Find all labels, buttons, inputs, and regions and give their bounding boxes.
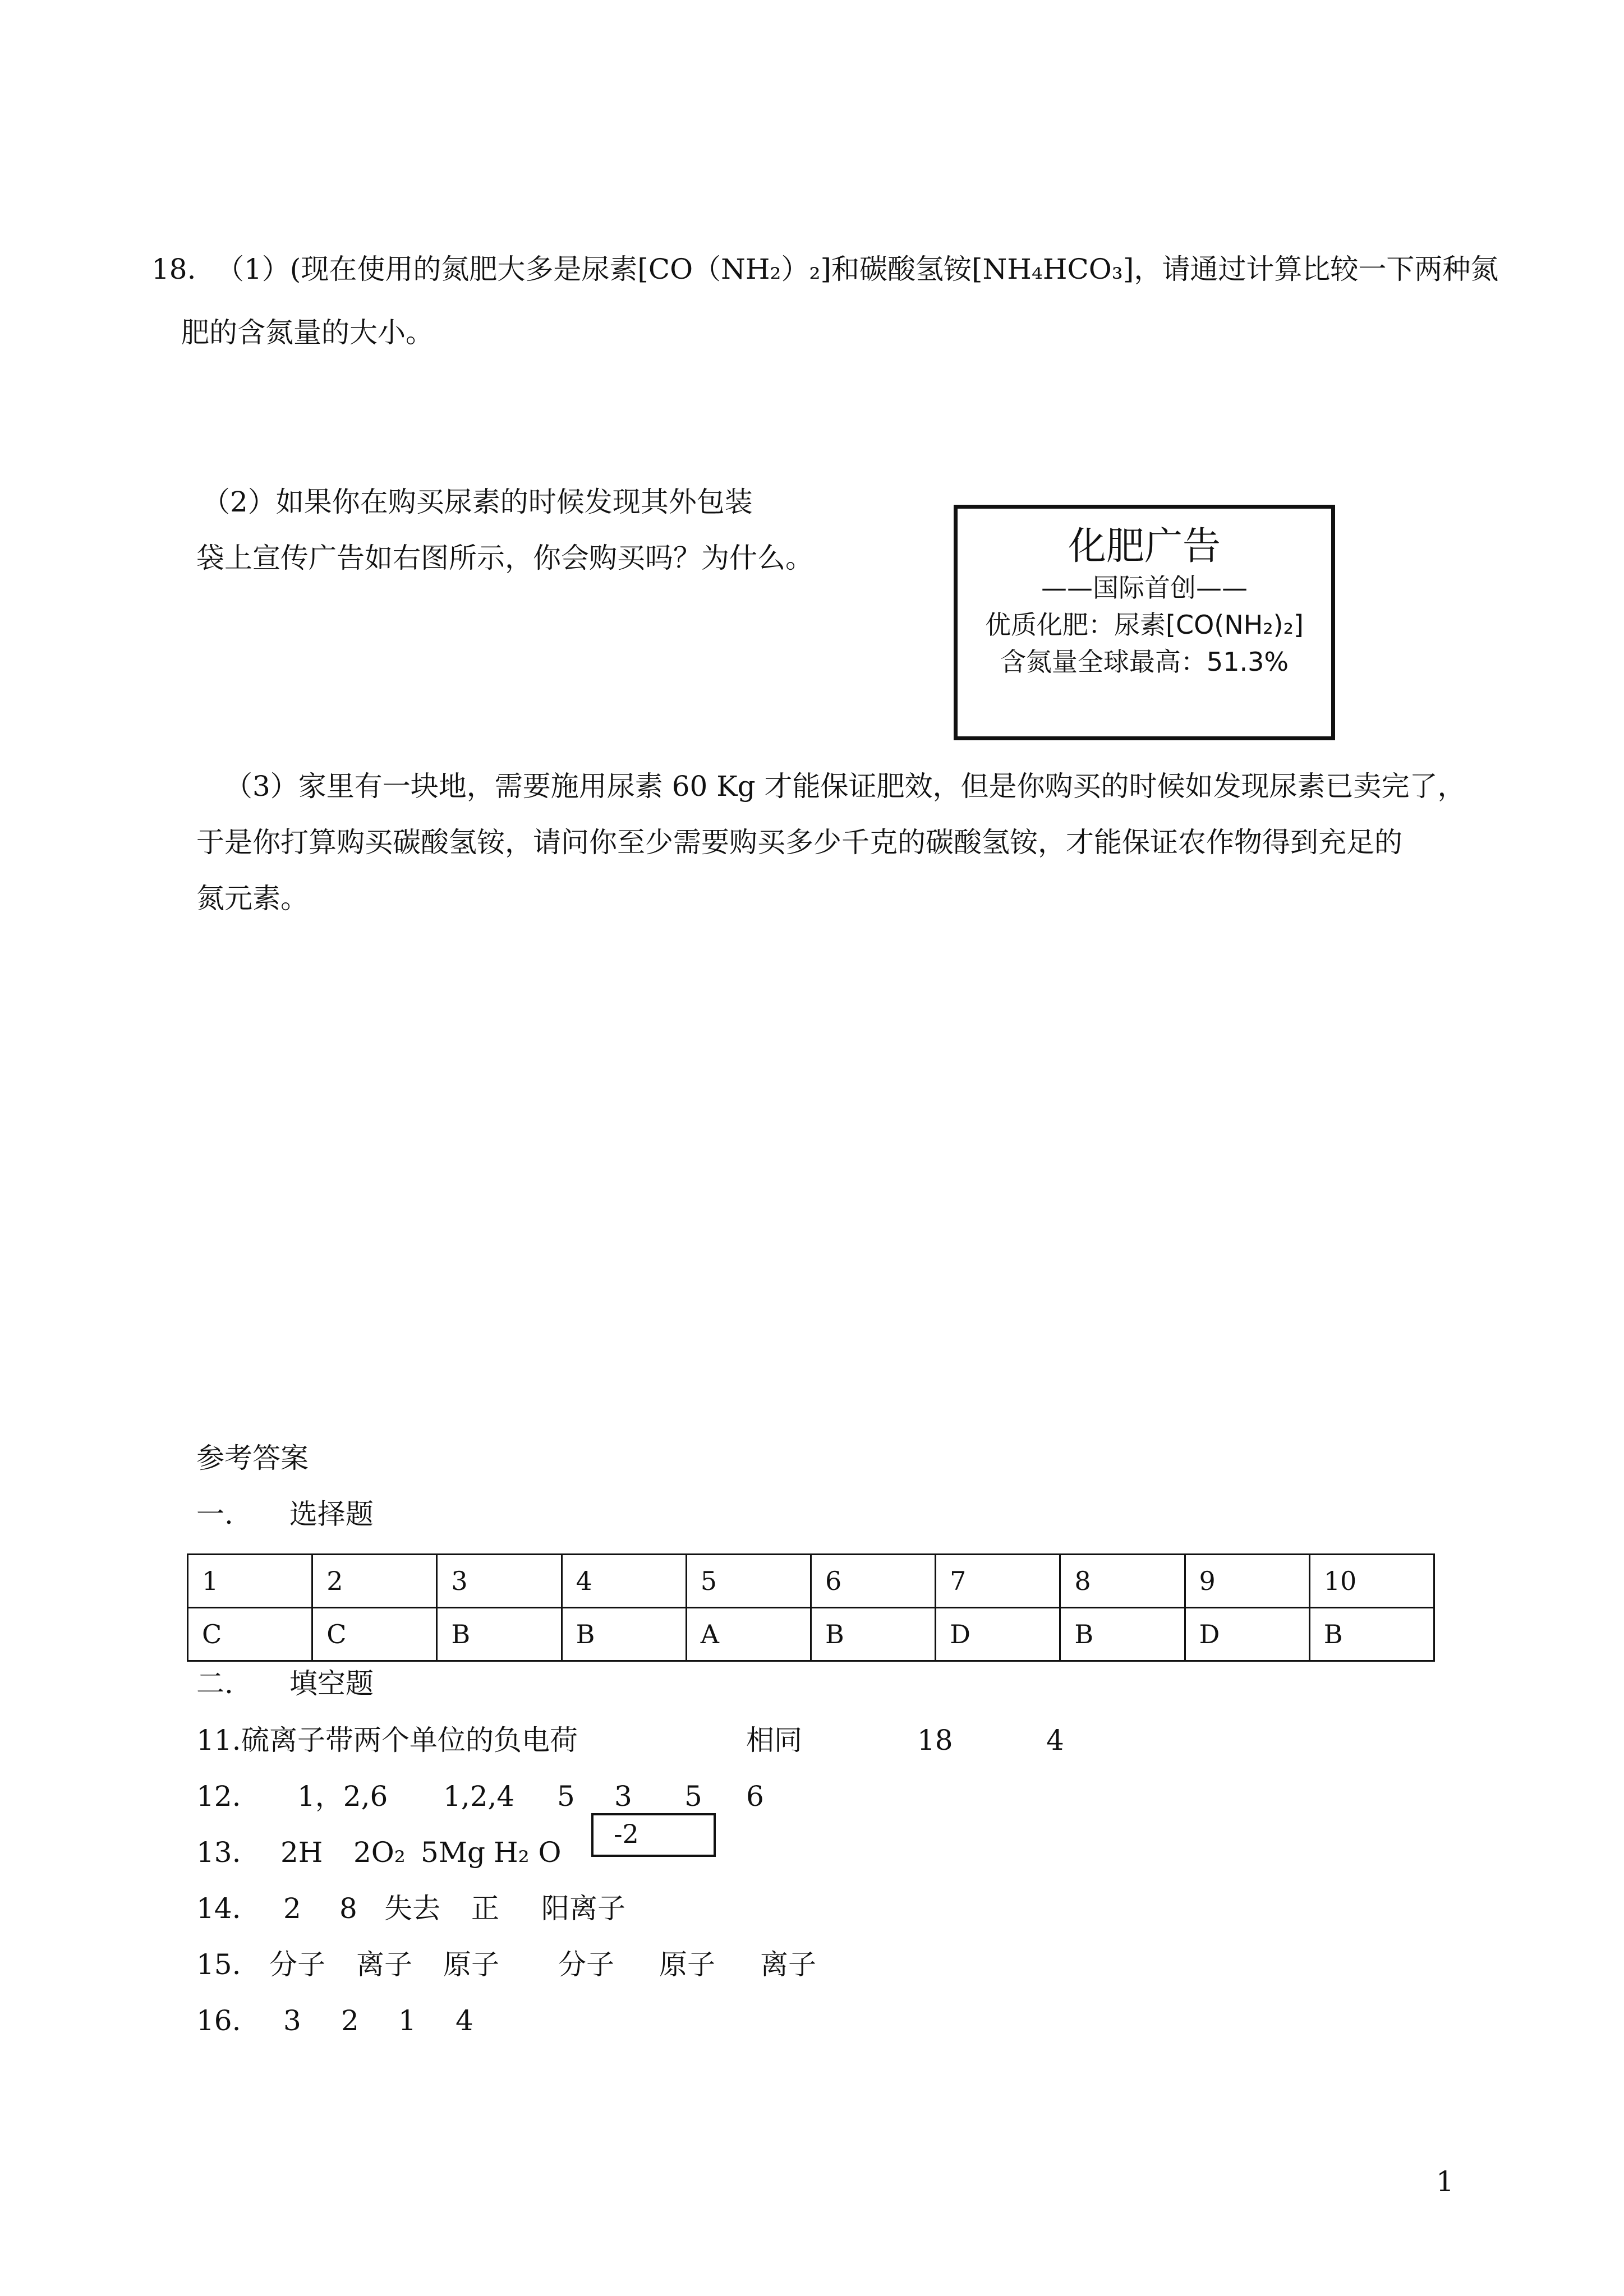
- answer-15-part: 分子: [269, 1948, 325, 1981]
- answer-13-part: 5Mg: [421, 1836, 486, 1869]
- answer-14-number: 14.: [196, 1892, 241, 1925]
- answer-16-part: 4: [456, 2004, 473, 2037]
- answer-13-part: 2O₂: [353, 1836, 406, 1869]
- table-cell: 6: [811, 1555, 935, 1608]
- answer-14-part: 2: [283, 1892, 301, 1925]
- answer-15-part: 原子: [443, 1948, 499, 1981]
- answer-15-part: 分子: [558, 1948, 614, 1981]
- answer-13-part: H₂ O: [494, 1836, 562, 1869]
- table-cell: D: [1185, 1608, 1309, 1661]
- answer-11-number: 11.: [196, 1724, 241, 1756]
- answer-14-part: 阳离子: [541, 1892, 625, 1925]
- answers-heading: 参考答案: [196, 1442, 309, 1474]
- answer-12-part: 5: [557, 1780, 575, 1813]
- table-cell: A: [686, 1608, 811, 1661]
- answer-13-part: 2H: [280, 1836, 323, 1869]
- section-fill-heading: 二. 填空题: [196, 1667, 374, 1700]
- q18-part3-line2: 于是你打算购买碳酸氢铵，请问你至少需要购买多少千克的碳酸氢铵，才能保证农作物得到充足的: [196, 826, 1402, 859]
- choice-answer-table: [187, 1553, 1435, 1662]
- answer-16-part: 1: [398, 2004, 416, 2037]
- answer-11-part: 4: [1046, 1724, 1064, 1756]
- table-cell: 9: [1185, 1555, 1309, 1608]
- answer-12-part: 1,2,4: [443, 1780, 515, 1813]
- table-row: [188, 1555, 1434, 1608]
- table-cell: B: [437, 1608, 562, 1661]
- table-cell: B: [1309, 1608, 1434, 1661]
- q18-part3-line1: （3）家里有一块地，需要施用尿素 60 Kg 才能保证肥效，但是你购买的时候如发现尿素已卖完了，: [224, 770, 1466, 803]
- ad-nitrogen-claim: 含氮量全球最高：51.3%: [1000, 647, 1289, 677]
- table-cell: 4: [562, 1555, 686, 1608]
- answer-12-part: 6: [746, 1780, 764, 1813]
- fertilizer-ad-box: [954, 505, 1335, 740]
- q18-part2-line1: （2）如果你在购买尿素的时候发现其外包装: [202, 486, 753, 518]
- answer-13-number: 13.: [196, 1836, 241, 1869]
- table-cell: 2: [312, 1555, 437, 1608]
- answer-14-part: 8: [339, 1892, 357, 1925]
- table-cell: C: [188, 1608, 312, 1661]
- answer-12-part: 1，2,6: [297, 1780, 388, 1813]
- table-cell: 7: [936, 1555, 1060, 1608]
- answer-15-part: 离子: [356, 1948, 412, 1981]
- answer-11-part: 硫离子带两个单位的负电荷: [241, 1724, 578, 1756]
- ad-product-line: 优质化肥：尿素[CO(NH₂)₂]: [985, 610, 1304, 640]
- table-cell: B: [562, 1608, 686, 1661]
- q18-part1-line2: 肥的含氮量的大小。: [181, 316, 434, 349]
- answer-11-part: 18: [917, 1724, 953, 1756]
- table-cell: 5: [686, 1555, 811, 1608]
- answer-15-number: 15.: [196, 1948, 241, 1981]
- table-cell: 3: [437, 1555, 562, 1608]
- q18-part3-line3: 氮元素。: [196, 882, 309, 915]
- ad-subtitle: ——国际首创——: [1041, 573, 1248, 603]
- q18-part2-line2: 袋上宣传广告如右图所示，你会购买吗？为什么。: [196, 542, 813, 574]
- answer-15-part: 原子: [659, 1948, 715, 1981]
- table-cell: D: [936, 1608, 1060, 1661]
- answer-16-part: 2: [341, 2004, 359, 2037]
- answer-12-part: 3: [614, 1780, 632, 1813]
- q18-part1-line1: （1）(现在使用的氮肥大多是尿素[CO（NH₂）₂]和碳酸氢铵[NH₄HCO₃]，请通过计算比较一下两种氮: [216, 253, 1499, 285]
- table-cell: 8: [1060, 1555, 1185, 1608]
- charge-box: -2: [591, 1813, 716, 1857]
- table-cell: 1: [188, 1555, 312, 1608]
- answer-14-part: 正: [471, 1892, 499, 1925]
- answer-12-number: 12.: [196, 1780, 241, 1813]
- answer-14-part: 失去: [384, 1892, 440, 1925]
- answer-12-part: 5: [684, 1780, 702, 1813]
- page-number: 1: [1436, 2165, 1454, 2198]
- question-number: 18.: [151, 253, 196, 285]
- table-cell: C: [312, 1608, 437, 1661]
- table-cell: B: [811, 1608, 935, 1661]
- table-cell: B: [1060, 1608, 1185, 1661]
- answer-15-part: 离子: [760, 1948, 816, 1981]
- section-choice-heading: 一. 选择题: [196, 1498, 374, 1530]
- ad-title: 化肥广告: [1068, 524, 1221, 569]
- answer-11-part: 相同: [746, 1724, 802, 1756]
- table-row: [188, 1608, 1434, 1661]
- answer-16-part: 3: [283, 2004, 301, 2037]
- table-cell: 10: [1309, 1555, 1434, 1608]
- answer-16-number: 16.: [196, 2004, 241, 2037]
